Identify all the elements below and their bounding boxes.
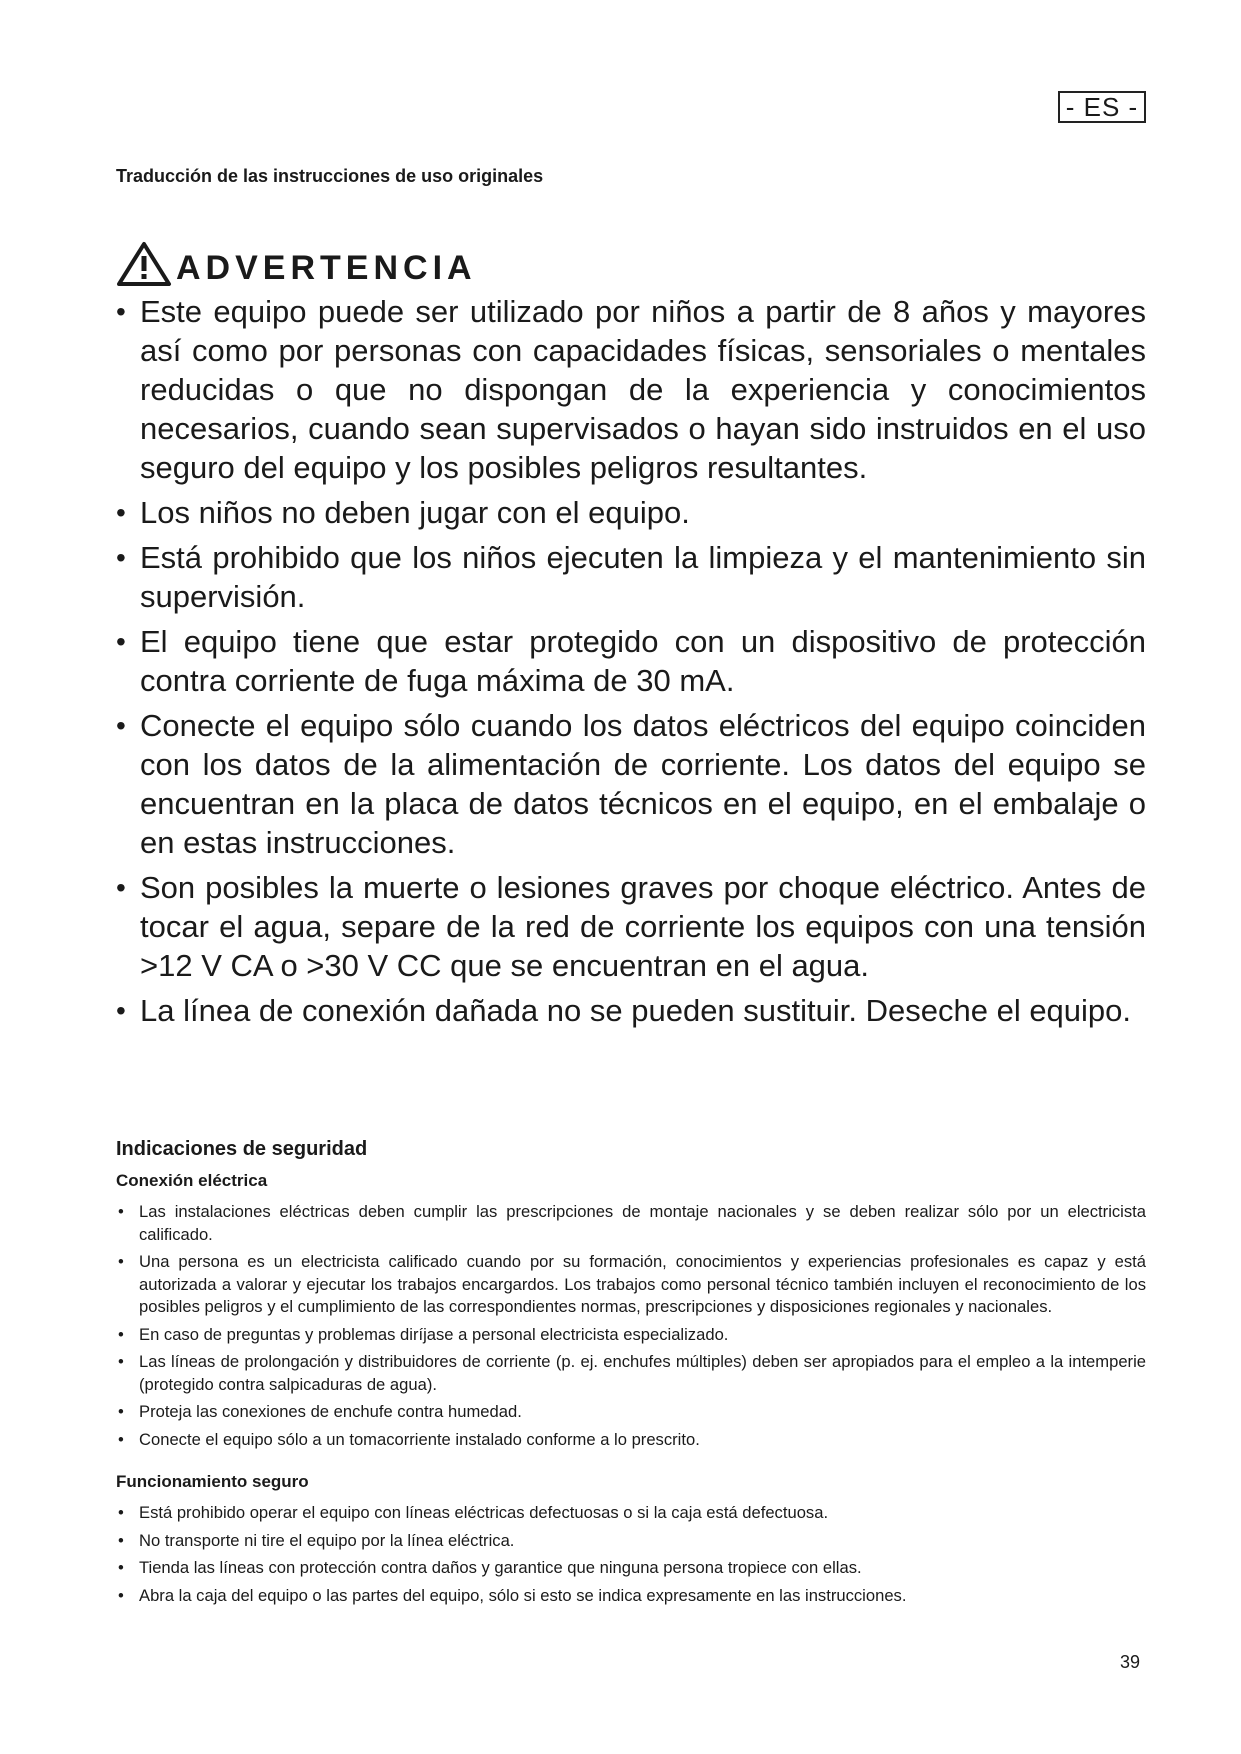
warning-triangle-icon <box>116 241 172 287</box>
electrical-item: • En caso de preguntas y problemas diríjase a personal electricista especializado. <box>116 1324 1146 1347</box>
warning-item: • Está prohibido que los niños ejecuten la limpieza y el mantenimiento sin supervisión. <box>116 538 1146 616</box>
warning-item: • Este equipo puede ser utilizado por niños a partir de 8 años y mayores así como por personas con capacidades físicas, sensoriales o mentales reducidas o que no dispongan de la experiencia y conocimientos necesarios, cuando sean supervisados o hayan sido instruidos en el uso seguro del equipo y los posibles peligros resultantes. <box>116 292 1146 487</box>
operation-item: • Abra la caja del equipo o las partes del equipo, sólo si esto se indica expresamente en las instrucciones. <box>116 1585 1146 1608</box>
safe-operation-title: Funcionamiento seguro <box>116 1472 309 1491</box>
warning-item: • Son posibles la muerte o lesiones graves por choque eléctrico. Antes de tocar el agua, separe de la red de corriente los equipos con una tensión >12 V CA o >30 V CC que se encuentran en el agua. <box>116 868 1146 985</box>
electrical-connection-title: Conexión eléctrica <box>116 1171 268 1190</box>
operation-item: • No transporte ni tire el equipo por la línea eléctrica. <box>116 1530 1146 1553</box>
page-number: 39 <box>1120 1652 1141 1672</box>
electrical-list <box>116 1201 1146 1451</box>
language-badge: - ES - <box>1058 91 1146 123</box>
electrical-item: • Conecte el equipo sólo a un tomacorriente instalado conforme a lo prescrito. <box>116 1429 1146 1452</box>
operation-list <box>116 1502 1146 1607</box>
electrical-item: • Las líneas de prolongación y distribuidores de corriente (p. ej. enchufes múltiples) deben ser apropiados para el empleo a la intemperie (protegido contra salpicaduras de agua). <box>116 1351 1146 1396</box>
electrical-item: • Proteja las conexiones de enchufe contra humedad. <box>116 1401 1146 1424</box>
safety-title: Indicaciones de seguridad <box>116 1138 368 1160</box>
warning-item: • El equipo tiene que estar protegido con un dispositivo de protección contra corriente de fuga máxima de 30 mA. <box>116 622 1146 700</box>
warning-item: • La línea de conexión dañada no se pueden sustituir. Deseche el equipo. <box>116 991 1146 1030</box>
warning-item: • Los niños no deben jugar con el equipo. <box>116 493 1146 532</box>
warning-title: ADVERTENCIA <box>176 248 477 287</box>
document-subtitle: Traducción de las instrucciones de uso originales <box>116 166 544 186</box>
warning-list <box>116 292 1146 1036</box>
operation-item: • Está prohibido operar el equipo con líneas eléctricas defectuosas o si la caja está defectuosa. <box>116 1502 1146 1525</box>
warning-header <box>116 240 477 288</box>
electrical-item: • Una persona es un electricista calificado cuando por su formación, conocimientos y experiencias profesionales es capaz y está autorizada a valorar y ejecutar los trabajos encargardos. Los trabajos como personal técnico también incluyen el reconocimiento de los posibles peligros y el cumplimiento de las correspondientes normas, prescripciones y disposiciones regionales y nacionales. <box>116 1251 1146 1319</box>
warning-item: • Conecte el equipo sólo cuando los datos eléctricos del equipo coinciden con los datos de la alimentación de corriente. Los datos del equipo se encuentran en la placa de datos técnicos en el equipo, en el embalaje o en estas instrucciones. <box>116 706 1146 862</box>
operation-item: • Tienda las líneas con protección contra daños y garantice que ninguna persona tropiece con ellas. <box>116 1557 1146 1580</box>
safety-section <box>116 1138 1146 1612</box>
electrical-item: • Las instalaciones eléctricas deben cumplir las prescripciones de montaje nacionales y se deben realizar sólo por un electricista calificado. <box>116 1201 1146 1246</box>
